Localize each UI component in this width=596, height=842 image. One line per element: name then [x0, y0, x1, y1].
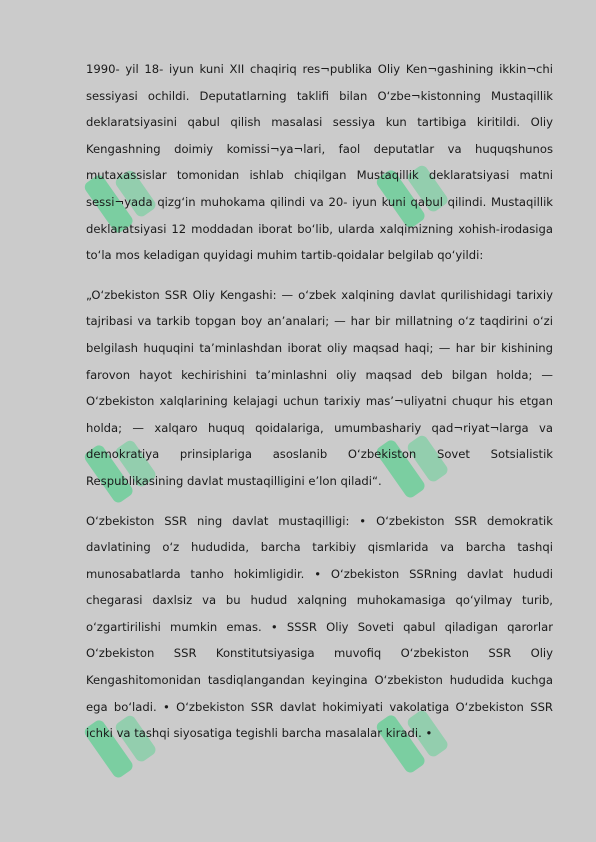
document-body	[86, 56, 553, 760]
paragraph-declaration-intro: 1990- yil 18- iyun kuni XII chaqiriq res¬publika Oliy Ken¬gashining ikkin¬chi sessiyasi ochildi. Deputatlarning taklifi bilan O‘zbe¬kistonning Mustaqillik deklaratsiyasini qabul qilish masalasi sessiya kun tartibiga kiritildi. Oliy Kengashning doimiy komissi¬ya¬lari, faol deputatlar va huquqshunos mutaxassislar tomonidan ishlab chiqilgan Mustaqillik deklaratsiyasi matni sessi¬yada qizg‘in muhokama qilindi va 20- iyun kuni qabul qilindi. Mustaqillik deklaratsiyasi 12 moddadan iborat bo‘lib, ularda xalqimizning xohish-irodasiga to‘la mos keladigan quyidagi muhim tartib-qoidalar belgilab qo‘yildi:	[86, 62, 553, 263]
paragraph-declaration-quote: „O‘zbekiston SSR Oliy Kengashi: — o‘zbek xalqining davlat qurilishidagi tarixiy tajribasi va tarkib topgan boy an’analari; — har bir millatning o‘z taqdirini o‘zi belgilash huquqini ta’minlashdan iborat oliy maqsad haqi; — har bir kishining farovon hayot kechirishini ta’minlashni oliy maqsad deb bilgan holda; — O‘zbekiston xalqlarining kelajagi uchun tarixiy mas’¬uliyatni chuqur his etgan holda; — xalqaro huquq qoidalariga, umumbashariy qad¬riyat¬larga va demokratiya prinsiplariga asoslanib O‘zbekiston Sovet Sotsialistik Respublikasining davlat mustaqilligini e’lon qiladi“.	[86, 287, 553, 488]
paragraph-independence-provisions: O‘zbekiston SSR ning davlat mustaqilligi: • O‘zbekiston SSR demokratik davlatining o‘z hududida, barcha tarkibiy qismlarida va barcha tashqi munosabatlarda tanho hokimligidir. • O‘zbekiston SSRning davlat hududi chegarasi daxlsiz va bu hudud xalqning muhokamasiga qo‘yilmay turib, o‘zgartirilishi mumkin emas. • SSSR Oliy Soveti qabul qiladigan qarorlar O‘zbekiston SSR Konstitutsiyasiga muvofiq O‘zbekiston SSR Oliy Kengashitomonidan tasdiqlangandan keyingina O‘zbekiston hududida kuchga ega bo‘ladi. • O‘zbekiston SSR davlat hokimiyati vakolatiga O‘zbekiston SSR ichki va tashqi siyosatiga tegishli barcha masalalar kiradi. •	[86, 513, 553, 741]
